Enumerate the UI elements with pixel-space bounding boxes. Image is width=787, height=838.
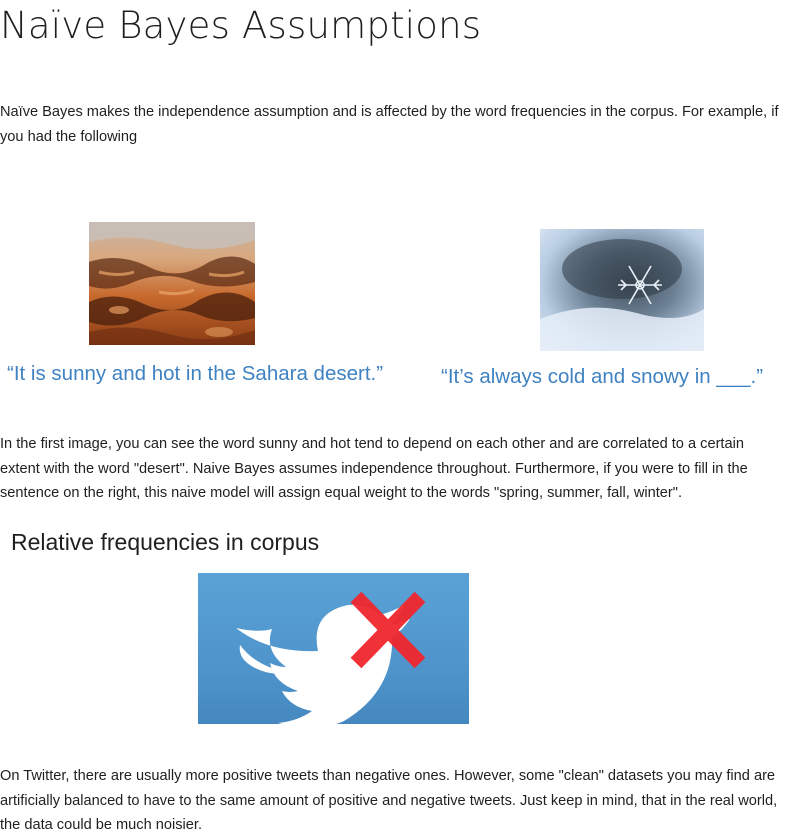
twitter-crossed-image — [198, 573, 469, 724]
desert-aerial-drawing — [89, 222, 255, 345]
sahara-desert-image — [89, 222, 255, 345]
quote-snowy: “It’s always cold and snowy in ___.” — [441, 365, 764, 388]
closing-paragraph: On Twitter, there are usually more positive tweets than negative ones. However, some "clean" datasets you may find are artificially balanced to have to the same amount of positive and negative tweets. Just keep in mind, that in the real world, the data could be much noisier. — [0, 768, 778, 833]
intro-paragraph: Naïve Bayes makes the independence assumption and is affected by the word frequencies in the corpus. For example, if you had the following — [0, 104, 779, 145]
explanation-paragraph: In the first image, you can see the word sunny and hot tend to depend on each other and are correlated to a certain extent with the word "desert". Naive Bayes assumes independence throughout. Furthermore, if you were to fill in the sentence on the right, this naive model will assign equal weight to the words "spring, summer, fall, winter". — [0, 436, 748, 501]
snowflake-image — [540, 229, 704, 351]
snowflake-drawing — [540, 229, 704, 351]
quote-sahara: “It is sunny and hot in the Sahara desert.” — [7, 362, 384, 385]
section-heading: Relative frequencies in corpus — [11, 529, 320, 555]
page-title: Naïve Bayes Assumptions — [0, 4, 482, 47]
